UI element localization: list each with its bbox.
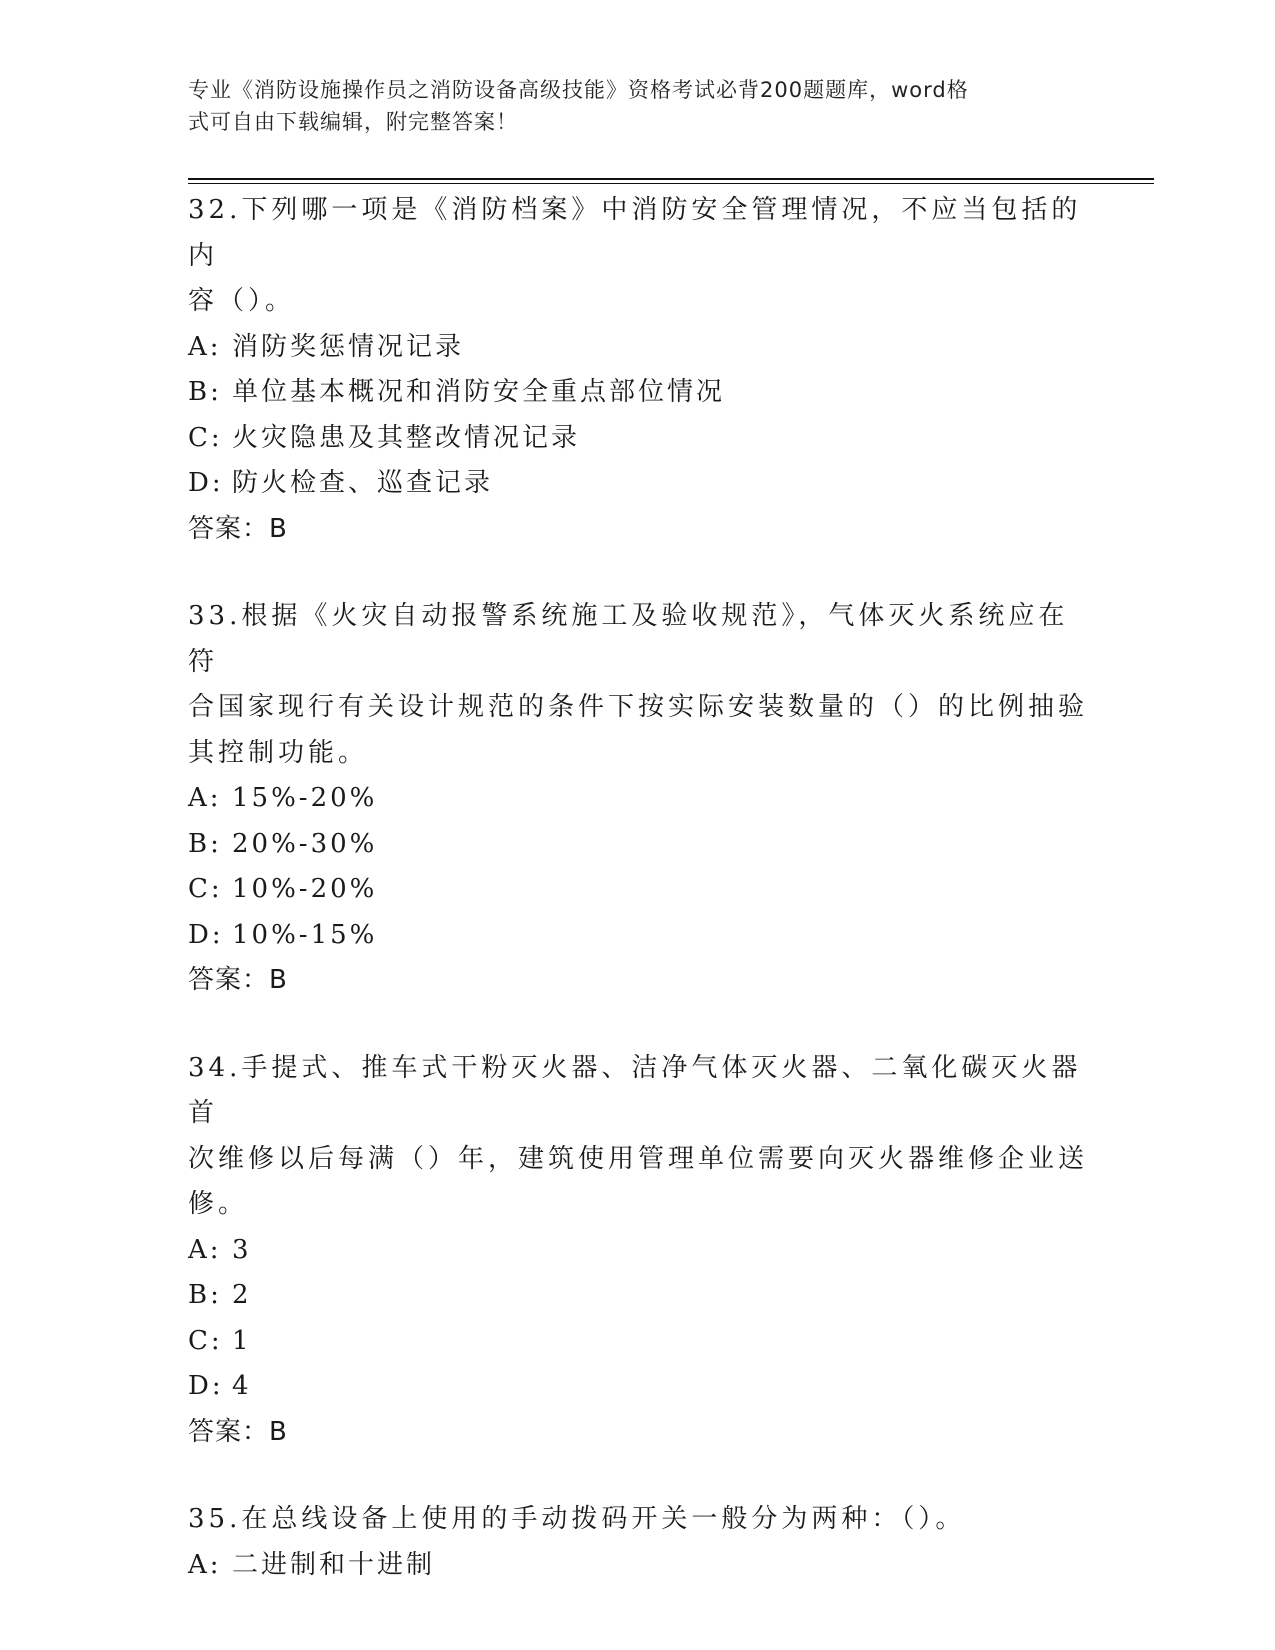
question-34 [188,1046,1088,1456]
option-text: 20%-30% [232,828,378,859]
option-label: A: [188,1549,222,1580]
option-label: C: [188,422,223,453]
document-header [188,74,1068,138]
option-c [188,867,1088,913]
option-label: D: [188,468,224,498]
answer-text: 答案：B [188,1416,288,1447]
option-c [188,1319,1088,1365]
question-33 [188,594,1088,1004]
option-c [188,416,1088,462]
header-rule-thin [188,183,1154,184]
option-d [188,1364,1088,1410]
option-b [188,1273,1088,1319]
option-label: B: [188,1280,222,1310]
option-text: 10%-20% [232,874,378,904]
option-a [188,1543,1088,1589]
option-d [188,913,1088,959]
question-text-line: 32.下列哪一项是《消防档案》中消防安全管理情况，不应当包括的内 [188,195,1082,271]
option-a [188,1228,1088,1274]
option-text: 10%-15% [232,919,378,950]
answer-text: 答案：B [188,513,288,544]
header-rule-thick [188,178,1154,180]
header-line-2: 式可自由下载编辑，附完整答案！ [188,110,518,134]
question-text-line: 修。 [188,1189,249,1219]
question-list [188,188,1088,1630]
option-d [188,461,1088,507]
option-label: B: [188,828,222,859]
option-label: A: [188,1234,222,1265]
question-35 [188,1497,1088,1588]
option-b [188,370,1088,416]
question-text-line: 35.在总线设备上使用的手动拨码开关一般分为两种：（）。 [188,1504,966,1534]
option-label: A: [188,331,222,362]
option-label: C: [188,874,223,904]
option-text: 1 [232,1325,252,1356]
option-a [188,325,1088,371]
option-a [188,776,1088,822]
question-32 [188,188,1088,552]
option-b [188,822,1088,868]
option-text: 4 [232,1371,252,1401]
option-text: 15%-20% [232,783,378,813]
option-label: C: [188,1325,223,1356]
option-label: B: [188,377,222,407]
option-text: 消防奖惩情况记录 [232,331,465,362]
option-text: 二进制和十进制 [232,1549,436,1580]
option-label: D: [188,1371,224,1401]
option-text: 2 [232,1280,252,1310]
question-text-line: 34.手提式、推车式干粉灭火器、洁净气体灭火器、二氧化碳灭火器首 [188,1052,1082,1128]
option-label: D: [188,919,224,950]
option-text: 防火检查、巡查记录 [232,468,494,498]
question-text-line: 其控制功能。 [188,737,369,768]
question-text-line: 33.根据《火灾自动报警系统施工及验收规范》，气体灭火系统应在符 [188,601,1069,677]
option-text: 3 [232,1234,252,1265]
option-text: 单位基本概况和消防安全重点部位情况 [232,377,726,407]
question-text-line: 次维修以后每满（）年，建筑使用管理单位需要向灭火器维修企业送 [188,1143,1089,1174]
question-text-line: 容（）。 [188,286,296,316]
question-text-line: 合国家现行有关设计规范的条件下按实际安装数量的（）的比例抽验 [188,692,1089,722]
option-label: A: [188,783,222,813]
answer-text: 答案：B [188,965,288,995]
option-text: 火灾隐患及其整改情况记录 [232,422,581,453]
header-line-1: 专业《消防设施操作员之消防设备高级技能》资格考试必背200题题库，word格 [188,78,969,102]
